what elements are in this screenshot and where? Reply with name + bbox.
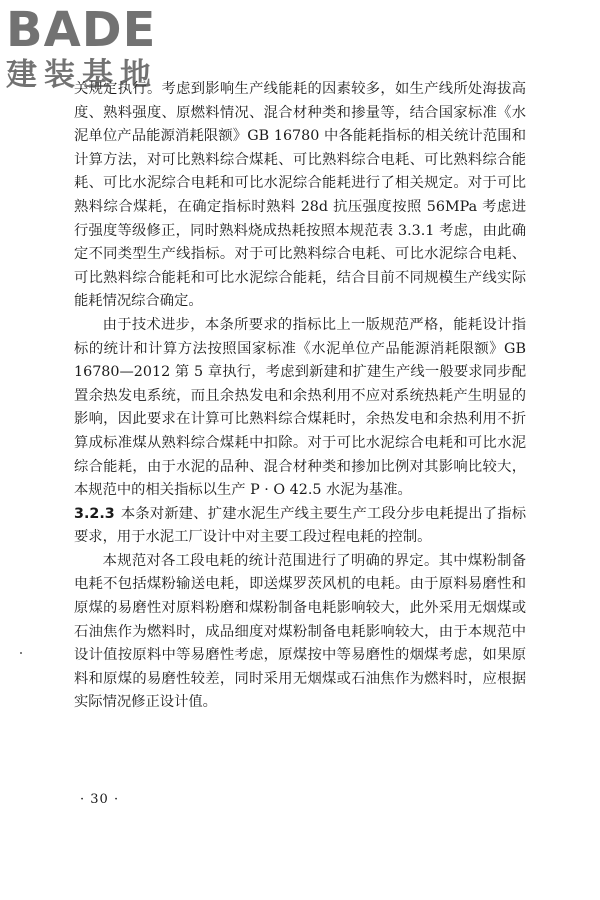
logo-latin-text: BADE bbox=[6, 2, 157, 58]
margin-mark bbox=[20, 652, 22, 654]
logo-chinese-text: 建装基地 bbox=[6, 57, 158, 93]
section-number: 3.2.3 bbox=[74, 505, 115, 522]
paragraph-technical-progress: 由于技术进步，本条所要求的指标比上一版规范严格，能耗设计指标的统计和计算方法按照国家标准《水泥单位产品能源消耗限额》GB 16780—2012 第 5 章执行，考虑到新建和扩建生产线一般要求同步配置余热发电系统，而且余热发电和余热利用不应对系统热耗产生明显的影响，因此要求在计算可比熟料综合煤耗时，余热发电和余热利用不折算成标准煤从熟料综合煤耗中扣除。对于可比水泥综合电耗和可比水泥综合能耗，由于水泥的品种、混合材种类和掺加比例对其影响比较大，本规范中的相关指标以生产 P · O 42.5 水泥为基准。 bbox=[74, 316, 526, 499]
document-body bbox=[74, 78, 526, 715]
section-3-2-3 bbox=[74, 503, 526, 550]
page-number: · 30 · bbox=[80, 792, 120, 807]
section-text: 本条对新建、扩建水泥生产线主要生产工段分步电耗提出了指标要求，用于水泥工厂设计中对主要工段过程电耗的控制。 bbox=[74, 505, 526, 546]
paragraph-continuation: 关规定执行。考虑到影响生产线能耗的因素较多，如生产线所处海拔高度、熟料强度、原燃料情况、混合材种类和掺量等，结合国家标准《水泥单位产品能源消耗限额》GB 16780 中各能耗指标的相关统计范围和计算方法，对可比熟料综合煤耗、可比熟料综合电耗、可比熟料综合能耗、可比水泥综合电耗和可比水泥综合能耗进行了相关规定。对于可比熟料综合煤耗，在确定指标时熟料 28d 抗压强度按照 56MPa 考虑进行强度等级修正，同时熟料烧成热耗按照本规范表 3.3.1 考虑，由此确定不同类型生产线指标。对于可比熟料综合电耗、可比水泥综合电耗、可比熟料综合能耗和可比水泥综合能耗，结合目前不同规模生产线实际能耗情况综合确定。 bbox=[74, 81, 526, 310]
paragraph-statistics-scope: 本规范对各工段电耗的统计范围进行了明确的界定。其中煤粉制备电耗不包括煤粉输送电耗，即送煤罗茨风机的电耗。由于原料易磨性和原煤的易磨性对原料粉磨和煤粉制备电耗影响较大，此外采用无烟煤或石油焦作为燃料时，成品细度对煤粉制备电耗影响较大，由于本规范中设计值按原料中等易磨性考虑，原煤按中等易磨性的烟煤考虑，如果原料和原煤的易磨性较差，同时采用无烟煤或石油焦作为燃料时，应根据实际情况修正设计值。 bbox=[74, 552, 526, 711]
